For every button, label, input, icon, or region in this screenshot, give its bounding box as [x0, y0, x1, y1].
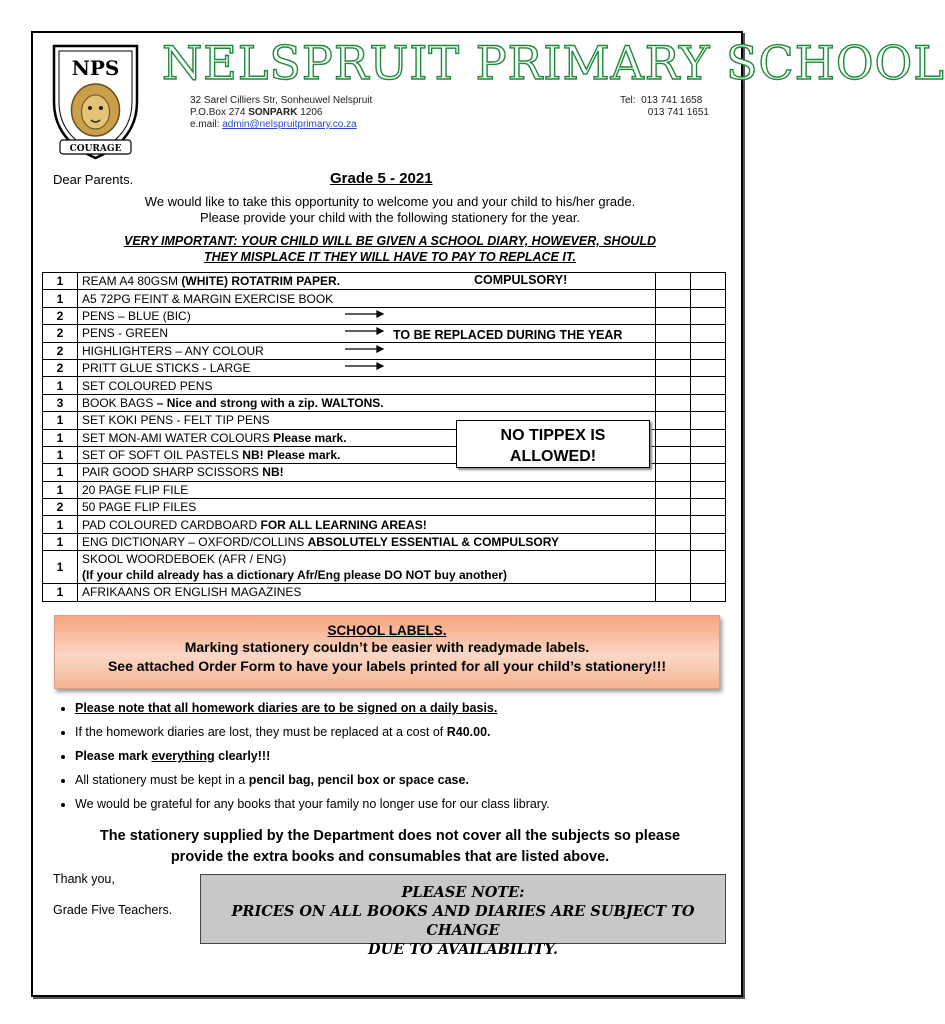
- school-crest-logo: [48, 40, 143, 162]
- item-check-cell: [691, 307, 726, 324]
- item-quantity: 1: [43, 551, 78, 584]
- table-row: [43, 394, 726, 411]
- item-quantity: 1: [43, 273, 78, 290]
- item-check-cell: [691, 446, 726, 463]
- arrows-graphic: [344, 310, 384, 374]
- item-quantity: 1: [43, 516, 78, 533]
- item-check-cell: [656, 429, 691, 446]
- item-check-cell: [691, 290, 726, 307]
- item-check-cell: [691, 584, 726, 601]
- table-row: [43, 273, 726, 290]
- table-row: [43, 584, 726, 601]
- item-check-cell: [656, 290, 691, 307]
- item-quantity: 1: [43, 412, 78, 429]
- department-notice: The stationery supplied by the Department does not cover all the subjects so please provide the extra books and consumables that are listed above.: [99, 828, 681, 865]
- item-check-cell: [656, 394, 691, 411]
- item-description: PENS – BLUE (BIC): [78, 307, 656, 324]
- closing-thanks: Thank you,: [53, 872, 115, 886]
- crest-initials: NPS: [71, 56, 120, 80]
- note-diaries-signed: • Please note that all homework diaries are to be signed on a daily basis.: [75, 700, 745, 724]
- item-check-cell: [656, 551, 691, 584]
- important-notice: VERY IMPORTANT: YOUR CHILD WILL BE GIVEN A SCHOOL DIARY, HOWEVER, SHOULD THEY MISPLACE IT THEY WILL HAVE TO PAY TO REPLACE IT.: [123, 234, 656, 264]
- item-description: REAM A4 80GSM (WHITE) ROTATRIM PAPER.: [78, 273, 656, 290]
- item-description: BOOK BAGS – Nice and strong with a zip. WALTONS.: [78, 394, 656, 411]
- address-line-2: P.O.Box 274 SONPARK 1206: [190, 107, 323, 118]
- item-check-cell: [691, 499, 726, 516]
- item-description: PAD COLOURED CARDBOARD FOR ALL LEARNING AREAS!: [78, 516, 656, 533]
- item-check-cell: [691, 325, 726, 342]
- item-description: SET COLOURED PENS: [78, 377, 656, 394]
- table-row: [43, 307, 726, 324]
- table-row: [43, 533, 726, 550]
- item-description: SET KOKI PENS - FELT TIP PENS: [78, 412, 656, 429]
- item-check-cell: [656, 377, 691, 394]
- item-check-cell: [691, 464, 726, 481]
- item-check-cell: [691, 533, 726, 550]
- item-quantity: 1: [43, 290, 78, 307]
- item-check-cell: [656, 584, 691, 601]
- item-quantity: 1: [43, 481, 78, 498]
- email-line: e.mail: admin@nelspruitprimary.co.za: [190, 119, 357, 130]
- table-row: [43, 481, 726, 498]
- school-name-heading: NELSPRUIT PRIMARY SCHOOL: [162, 36, 945, 90]
- item-description: AFRIKAANS OR ENGLISH MAGAZINES: [78, 584, 656, 601]
- table-row: [43, 342, 726, 359]
- item-check-cell: [656, 412, 691, 429]
- item-description: 20 PAGE FLIP FILE: [78, 481, 656, 498]
- intro-text: We would like to take this opportunity to welcome you and your child to his/her grade. Please provide your child with the following stationery for the year.: [144, 194, 636, 225]
- item-quantity: 1: [43, 377, 78, 394]
- item-description: SET MON-AMI WATER COLOURS Please mark.: [78, 429, 656, 446]
- item-description: PAIR GOOD SHARP SCISSORS NB!: [78, 464, 656, 481]
- item-check-cell: [656, 533, 691, 550]
- item-quantity: 2: [43, 342, 78, 359]
- closing-signature: Grade Five Teachers.: [53, 903, 173, 917]
- item-check-cell: [691, 429, 726, 446]
- school-labels-box: [54, 615, 720, 689]
- item-check-cell: [691, 412, 726, 429]
- item-quantity: 1: [43, 429, 78, 446]
- item-check-cell: [656, 516, 691, 533]
- item-check-cell: [691, 342, 726, 359]
- item-check-cell: [656, 307, 691, 324]
- email-link[interactable]: admin@nelspruitprimary.co.za: [222, 119, 357, 130]
- item-quantity: 2: [43, 307, 78, 324]
- table-row: [43, 499, 726, 516]
- table-row: [43, 551, 726, 584]
- labels-line-1: Marking stationery couldn’t be easier with readymade labels.: [184, 639, 590, 655]
- item-check-cell: [691, 359, 726, 376]
- item-description: SET OF SOFT OIL PASTELS NB! Please mark.: [78, 446, 656, 463]
- item-check-cell: [691, 394, 726, 411]
- replaced-note: TO BE REPLACED DURING THE YEAR: [393, 328, 623, 342]
- school-telephone: Tel: 013 741 1658 013 741 1651: [620, 95, 709, 118]
- item-description: SKOOL WOORDEBOEK (AFR / ENG) (If your child already has a dictionary Afr/Eng please DO NOT buy another): [78, 551, 656, 584]
- crest-motto: COURAGE: [69, 144, 122, 154]
- item-quantity: 2: [43, 359, 78, 376]
- item-check-cell: [656, 499, 691, 516]
- item-check-cell: [656, 481, 691, 498]
- item-check-cell: [656, 325, 691, 342]
- greeting: Dear Parents.: [53, 172, 134, 187]
- labels-title: SCHOOL LABELS.: [327, 623, 447, 638]
- item-check-cell: [656, 359, 691, 376]
- item-check-cell: [691, 481, 726, 498]
- item-check-cell: [656, 342, 691, 359]
- item-check-cell: [656, 464, 691, 481]
- compulsory-note: COMPULSORY!: [474, 273, 568, 287]
- item-quantity: 1: [43, 584, 78, 601]
- item-check-cell: [691, 377, 726, 394]
- item-quantity: 3: [43, 394, 78, 411]
- table-row: [43, 290, 726, 307]
- no-tippex-box: NO TIPPEX IS ALLOWED!: [456, 420, 650, 468]
- item-quantity: 1: [43, 533, 78, 550]
- item-check-cell: [656, 446, 691, 463]
- school-address: [190, 95, 372, 131]
- item-description: HIGHLIGHTERS – ANY COLOUR: [78, 342, 656, 359]
- item-quantity: 2: [43, 499, 78, 516]
- table-row: [43, 377, 726, 394]
- table-row: [43, 516, 726, 533]
- table-row: [43, 325, 726, 342]
- price-note-box: PLEASE NOTE: PRICES ON ALL BOOKS AND DIARIES ARE SUBJECT TO CHANGE DUE TO AVAILABILITY.: [200, 874, 726, 944]
- item-quantity: 1: [43, 446, 78, 463]
- item-check-cell: [691, 516, 726, 533]
- item-description: ENG DICTIONARY – OXFORD/COLLINS ABSOLUTELY ESSENTIAL & COMPULSORY: [78, 533, 656, 550]
- item-check-cell: [656, 273, 691, 290]
- item-description: PENS - GREEN: [78, 325, 656, 342]
- table-row: [43, 359, 726, 376]
- grade-title: Grade 5 - 2021: [330, 170, 433, 187]
- notes-list: [55, 700, 745, 820]
- item-quantity: 1: [43, 464, 78, 481]
- note-diaries-lost: • If the homework diaries are lost, they must be replaced at a cost of R40.00.: [75, 724, 745, 748]
- item-description: A5 72PG FEINT & MARGIN EXERCISE BOOK: [78, 290, 656, 307]
- item-description: PRITT GLUE STICKS - LARGE: [78, 359, 656, 376]
- note-library: • We would be grateful for any books that your family no longer use for our class library.: [75, 796, 745, 820]
- item-check-cell: [691, 551, 726, 584]
- address-line-1: 32 Sarel Cilliers Str, Sonheuwel Nelspruit: [190, 95, 373, 106]
- item-check-cell: [691, 273, 726, 290]
- item-description: 50 PAGE FLIP FILES: [78, 499, 656, 516]
- labels-line-2: See attached Order Form to have your labels printed for all your child’s stationery!!!: [107, 658, 667, 674]
- note-pencil-bag: • All stationery must be kept in a pencil bag, pencil box or space case.: [75, 772, 745, 796]
- item-quantity: 2: [43, 325, 78, 342]
- note-mark-everything: • Please mark everything clearly!!!: [75, 748, 745, 772]
